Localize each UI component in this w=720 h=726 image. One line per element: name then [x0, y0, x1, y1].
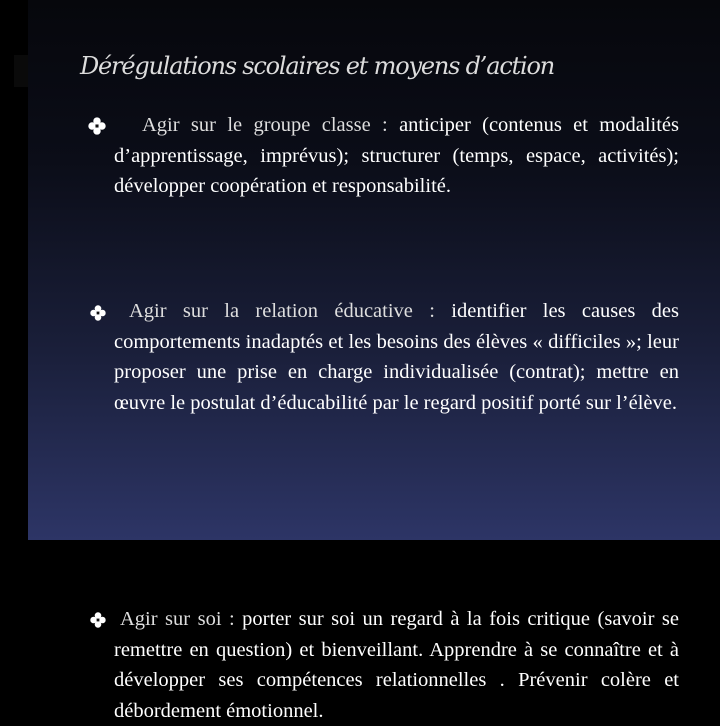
bullet-body: identifier les causes des comportements inadaptés et les besoins des élèves « difficiles »; leur proposer une prise en charge individualisée (contrat); mettre en œuvre le postulat d’éducabilité par le regard positif porté sur l’élève.	[114, 300, 680, 414]
bullet-item-agir-sur-soi	[0, 604, 720, 726]
slide-title: Dérégulations scolaires et moyens d’action	[80, 52, 555, 80]
bullet-item-relation-educative	[0, 296, 720, 449]
diamond-bullet-icon	[88, 117, 106, 135]
diamond-bullet-icon	[90, 612, 106, 628]
diamond-bullet-icon	[90, 305, 106, 321]
bullet-text	[114, 296, 679, 418]
bullet-item-groupe-classe	[0, 110, 720, 202]
bullet-body: porter sur soi un regard à la fois critique (savoir se remettre en question) et bienveillant. Apprendre à se connaître et à développer ses compétences relationnelles . Prévenir colère et débordement émotionnel.	[114, 608, 679, 722]
bullet-label: Agir sur le groupe classe :	[142, 114, 388, 136]
bullet-list	[0, 110, 720, 722]
bullet-text	[114, 604, 679, 726]
bullet-label: Agir sur la relation éducative :	[129, 300, 435, 322]
title-accent-bar	[14, 55, 28, 87]
bullet-text	[114, 110, 679, 202]
bullet-label: Agir sur soi :	[120, 608, 235, 630]
bullet-body: anticiper (contenus et modalités d’apprentissage, imprévus); structurer (temps, espace, activités); développer coopération et responsabilité.	[114, 114, 679, 197]
